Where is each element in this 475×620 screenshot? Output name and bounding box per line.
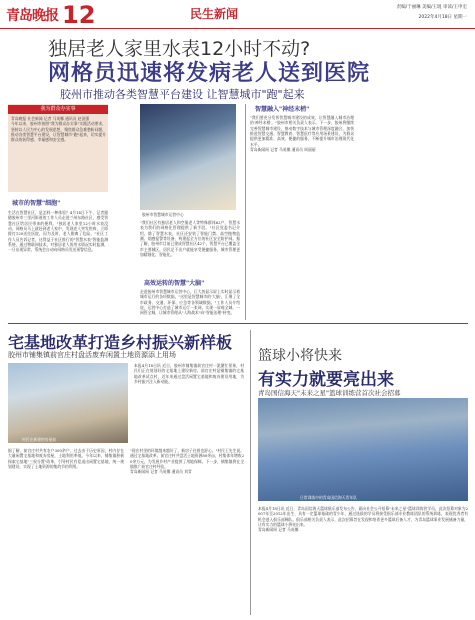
story-2-photo-caption: 村民在新建的房屋前 xyxy=(22,437,57,442)
section-2-text: 走进胶州市智慧城市运营中心，巨大的显示屏上实时显示着城市运行的各项数据。"这里是智慧城市的'大脑'，汇聚了全市政务、交通、环保、应急等各领域数据。"工作人员介绍说，运营中心打造了城市运行一张网，实现一屏观全域、一网管全城，让城市管理从"人海战术"向"智能治理"转变。 xyxy=(140,289,240,316)
lead-photo-caption: 胶州市智慧城市运营中心 xyxy=(142,212,184,217)
lead-photo xyxy=(140,104,236,210)
section-1-title: 城市的智慧"细胞" xyxy=(12,200,61,207)
lead-kicker: 独居老人家里水表12小时不动? xyxy=(48,38,311,60)
story-2-text-1: 本报4月18日讯 近日，胶州市铺集镇前官庄村一派繁忙景象，村民们正在规划好的宅基地上建设新房。前官庄村是铺集镇的宅基地改革试点村，近年来通过盘活闲置宅基地和废弃建设用地，为乡村振兴注入新动能。 xyxy=(134,363,244,385)
story-2-headline: 宅基地改革打造乡村振兴新样板 xyxy=(8,333,233,352)
story-2-subhead: 胶州市铺集镇前官庄村盘活废弃闲置土地资源添上用场 xyxy=(8,351,176,359)
story-3-photo xyxy=(258,398,468,501)
col-2-text: "我们社区有独居老人和空巢老人等特殊群体62户，智慧水表为我们的网格化管理提供了新手段。"社区党委书记介绍，除了智慧水表，社区还安装了智能门禁、高空抛物监测、烟感报警等设备，构建起全方位的社区安全防护网。据了解，胶州市目前已建成智慧社区42个，智慧平台已覆盖全市主要城区，居民足不出户就能享受便捷服务，城市管理更加精细化、智能化。 xyxy=(140,220,240,258)
column-divider-2 xyxy=(250,330,251,615)
col-2-text-a xyxy=(114,104,136,320)
section-2-title: 高效运转的智慧"大脑" xyxy=(144,280,205,287)
story-divider xyxy=(8,323,468,324)
lead-intro-label: 我为群众办实事 xyxy=(8,105,108,114)
story-2-text-3: "现在村里的环境越来越好了，新房子住着也舒心。"村民王先生说。通过宅基地改革，前官庄村共盘活土地资源80余亩，村集体年增收20余万元，为发展乡村产业提供了用地保障。下一步，铺集镇将在全镇推广前官庄村经验。 青岛新闻网 记者 马英娜 通讯员 刘青 xyxy=(130,448,244,475)
story-3-kicker: 篮球小将快来 xyxy=(258,348,342,364)
issue-date: 2022年4月18日 星期一 xyxy=(418,15,467,20)
story-3-photo-caption: 日常训练中的青岛国信海天青年队 xyxy=(300,495,357,500)
lead-intro-text: 青岛晚报 社会新闻 记者 马英娜 通讯员 赵国强 今年以来，胶州市按照"我为群众办实事"实践活动要求，坚持以人民为中心的发展思想，聚焦群众急难愁盼问题，推动各类智慧平台建设，让智慧城市"跑"起来，切实提升群众的获得感、幸福感和安全感。 xyxy=(11,116,106,143)
editors-line: 责编/于丽琳 美编/王琨 审读/王申宏 xyxy=(396,5,467,10)
column-divider xyxy=(245,104,246,320)
section-3-text: "我们要充分发挥智慧城市建设的成效，让智慧融入城市治理的'神经末梢'。"胶州市相关负责人表示，下一步，胶州将继续完善智慧城市建设，推动数字技术与城市管理深度融合，加快推进智慧交通、智慧教育、智慧医疗等应用场景建设，为群众提供更加精准、高效、便捷的服务，不断提升城市治理现代化水平。 青岛新闻网 记者 马英娜 通讯员 周丽丽 xyxy=(250,115,354,153)
section-name: 民生新闻 xyxy=(190,7,239,21)
story-3-headline: 有实力就要亮出来 xyxy=(258,370,394,390)
section-3-title: 智慧融入"神经末梢" xyxy=(255,106,310,113)
page-number: 12 xyxy=(62,1,96,29)
story-3-text: 本报4月18日讯 近日，青岛国信海天篮球俱乐部发布公告，面向社会公开招募"未来之星"篮球训练营学员。此次招募对象为2007年至2012年出生、具有一定篮球基础的青少年，通过选拔的学员将接受俱乐部专业教练团队的系统训练，表现优秀者有机会进入俱乐部梯队。俱乐部相关负责人表示，此次招募旨在发现和培养更多篮球后备人才，为青岛篮球事业发展储备力量，让有实力的篮球小将亮出来。 青岛新闻网 记者 马英娜 xyxy=(258,506,468,533)
lead-headline: 网格员迅速将发病老人送到医院 xyxy=(48,61,371,86)
story-2-photo xyxy=(8,363,128,443)
lead-subhead: 胶州市推动各类智慧平台建设 让智慧城市"跑"起来 xyxy=(60,88,305,101)
section-1-text: 生活在智慧社区，是怎样一种体验？4月14日下午，记者跟随胶州市三里河街道的工作人员走进兰州东路社区，感受智慧社区给居民带来的便利。"独居老人家里12小时水表没动，网格员马上就赶到老人家中，发现老人突发疾病，立即拨打120送往医院，因为及时，老人脱离了危险。"社区工作人员告诉记者，这得益于社区推行的"智慧水表"智能监测系统，通过物联网技术，对独居老人的用水情况实时监测，一旦出现异常，系统会自动向网格员发送预警信息。 xyxy=(8,210,108,253)
section-3-text-b xyxy=(360,104,468,320)
newspaper-logo: 青岛晚报 xyxy=(6,8,58,24)
story-3-subhead: 青岛国信海天"未来之星"篮球训练营首次社会招募 xyxy=(258,389,401,397)
story-2-text-2: 据了解，前官庄村共有农户300余户，过去由于历史原因，村内存在大量闲置宅基地和废弃房屋，土地利用率低。今年以来，铺集镇积极探索宅基地"三权分置"改革，引导村民有偿退出闲置宅基地，统一规划建设，实现了土地资源的集约节约利用。 xyxy=(8,448,124,470)
